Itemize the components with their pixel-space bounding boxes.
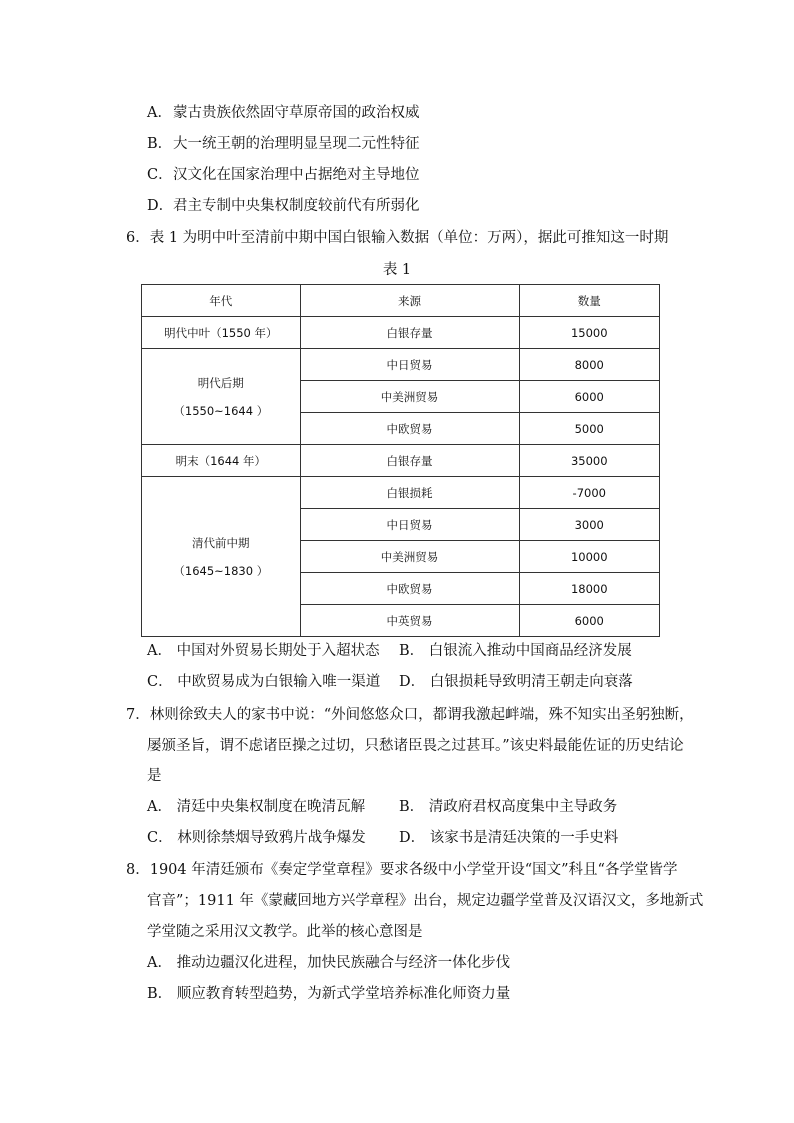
source-cell: 中欧贸易 (300, 573, 519, 605)
amount-cell: -7000 (519, 477, 659, 509)
period-cell: 明末（1644 年） (142, 445, 301, 477)
period-name: 清代前中期 (192, 535, 250, 550)
q5-option-b-letter: B． (147, 136, 173, 152)
amount-cell: 5000 (519, 413, 659, 445)
source-cell: 白银损耗 (300, 477, 519, 509)
period-range: （1645~1830 ） (173, 563, 269, 578)
source-cell: 中英贸易 (300, 605, 519, 637)
q6-option-d: D． 白银损耗导致明清王朝走向衰落 (399, 674, 633, 690)
table-row (142, 349, 660, 381)
q8-option-b: B． 顺应教育转型趋势，为新式学堂培养标准化师资力量 (147, 986, 511, 1002)
q5-option-c-letter: C． (147, 167, 173, 183)
amount-cell: 18000 (519, 573, 659, 605)
q5-option-b (147, 134, 420, 154)
header-source: 来源 (300, 285, 519, 317)
source-cell: 中日贸易 (300, 349, 519, 381)
amount-cell: 3000 (519, 509, 659, 541)
table-row (142, 477, 660, 509)
amount-cell: 6000 (519, 381, 659, 413)
q6-stem: 6．表 1 为明中叶至清前中期中国白银输入数据（单位：万两），据此可推知这一时期 (126, 230, 669, 246)
period-cell: 明代中叶（1550 年） (142, 317, 301, 349)
q7-option-c: C． 林则徐禁烟导致鸦片战争爆发 (147, 830, 366, 846)
q6-option-a: A． 中国对外贸易长期处于入超状态 (147, 643, 380, 659)
q8-option-a: A． 推动边疆汉化进程，加快民族融合与经济一体化步伐 (147, 955, 511, 971)
period-cell (142, 477, 301, 637)
q7-option-a: A． 清廷中央集权制度在晚清瓦解 (147, 799, 366, 815)
table-header-row (142, 285, 660, 317)
source-cell: 白银存量 (300, 317, 519, 349)
q7-option-b: B． 清政府君权高度集中主导政务 (399, 799, 618, 815)
q5-option-b-text: 大一统王朝的治理明显呈现二元性特征 (173, 136, 420, 152)
q7-stem-line-1: 7．林则徐致夫人的家书中说：“外间悠悠众口，都谓我激起衅端，殊不知实出圣躬独断， (126, 707, 694, 723)
amount-cell: 10000 (519, 541, 659, 573)
q7-stem-line-3: 是 (147, 768, 162, 784)
table-row (142, 445, 660, 477)
amount-cell: 35000 (519, 445, 659, 477)
source-cell: 中美洲贸易 (300, 381, 519, 413)
q5-option-c-text: 汉文化在国家治理中占据绝对主导地位 (173, 167, 420, 183)
q5-option-d-letter: D． (147, 198, 174, 214)
q7-option-d: D． 该家书是清廷决策的一手史料 (399, 830, 619, 846)
q8-stem-line-2: 官音”；1911 年《蒙藏回地方兴学章程》出台，规定边疆学堂普及汉语汉文，多地新式 (147, 893, 704, 909)
amount-cell: 15000 (519, 317, 659, 349)
q8-stem-line-3: 学堂随之采用汉文教学。此举的核心意图是 (147, 924, 423, 940)
period-name: 明代后期 (197, 375, 244, 390)
amount-cell: 8000 (519, 349, 659, 381)
amount-cell: 6000 (519, 605, 659, 637)
period-cell (142, 349, 301, 445)
q5-option-a (147, 103, 420, 123)
silver-import-table (141, 284, 660, 637)
q5-option-a-letter: A． (147, 105, 172, 121)
q5-option-d-text: 君主专制中央集权制度较前代有所弱化 (173, 198, 420, 214)
q6-option-c: C． 中欧贸易成为白银输入唯一渠道 (147, 674, 381, 690)
q8-stem-line-1: 8．1904 年清廷颁布《奏定学堂章程》要求各级中小学堂开设“国文”科且“各学堂皆学 (126, 862, 678, 878)
source-cell: 中美洲贸易 (300, 541, 519, 573)
header-period: 年代 (142, 285, 301, 317)
q7-stem-line-2: 屡颁圣旨，谓不虑诸臣操之过切，只愁诸臣畏之过甚耳。”该史料最能佐证的历史结论 (147, 738, 684, 754)
q6-option-b: B． 白银流入推动中国商品经济发展 (399, 643, 632, 659)
source-cell: 中日贸易 (300, 509, 519, 541)
q5-option-d (147, 196, 420, 216)
header-amount: 数量 (519, 285, 659, 317)
q5-option-c (147, 165, 420, 185)
source-cell: 白银存量 (300, 445, 519, 477)
source-cell: 中欧贸易 (300, 413, 519, 445)
q5-option-a-text: 蒙古贵族依然固守草原帝国的政治权威 (173, 105, 420, 121)
period-range: （1550~1644 ） (173, 403, 269, 418)
q6-table-caption: 表 1 (382, 262, 412, 278)
table-row (142, 317, 660, 349)
